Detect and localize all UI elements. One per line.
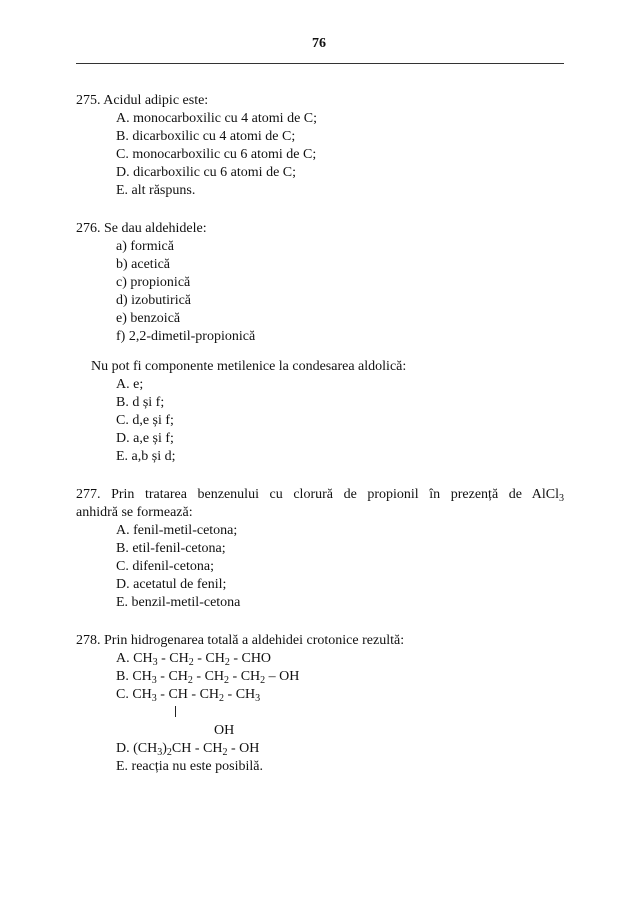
question-note: Nu pot fi componente metilenice la condesarea aldolică: [91,359,407,374]
hydroxyl-group: OH [214,723,235,738]
question-275 [76,92,564,200]
question-stem: 276. Se dau aldehidele: [76,221,207,236]
formula-part: - OH [227,741,260,756]
formula-part: - CH - CH [156,687,220,702]
aldehyde-item: e) benzoică [116,311,181,326]
aldehyde-item: c) propionică [116,275,191,290]
question-276 [76,220,564,466]
answer-option: B. d și f; [116,395,165,410]
answer-option: C. monocarboxilic cu 6 atomi de C; [116,147,317,162]
formula-part: ) [162,741,167,756]
answer-option: E. benzil-metil-cetona [116,595,241,610]
answer-option: C. difenil-cetona; [116,559,214,574]
answer-option: A. fenil-metil-cetona; [116,523,238,538]
question-stem: 278. Prin hidrogenarea totală a aldehidei crotonice rezultă: [76,633,405,648]
stem-text: 277. Prin tratarea benzenului cu clorură de propionil în prezență de AlCl [76,487,559,502]
answer-option-e: E. reacția nu este posibilă. [116,759,263,774]
subscript: 3 [157,747,163,758]
answer-option: A. monocarboxilic cu 4 atomi de C; [116,111,318,126]
answer-option-c [116,686,564,704]
formula-part: - CH [156,669,188,684]
subscript: 2 [260,675,266,686]
formula-part: D. (CH [116,741,158,756]
question-stem: 275. Acidul adipic este: [76,93,209,108]
answer-option-b [116,668,564,686]
subscript: 3 [255,693,261,704]
page-content [76,92,564,796]
subscript: 3 [152,657,158,668]
formula-part: C. CH [116,687,152,702]
subscript: 2 [224,657,230,668]
formula-part: B. CH [116,669,152,684]
page-number: 76 [312,36,326,51]
subscript: 3 [559,493,564,504]
aldehyde-item: f) 2,2-dimetil-propionică [116,329,256,344]
aldehyde-item: b) acetică [116,257,171,272]
answer-option: D. a,e și f; [116,431,174,446]
answer-option: D. acetatul de fenil; [116,577,227,592]
formula-part: - CH [192,669,225,684]
answer-option: C. d,e și f; [116,413,174,428]
subscript: 2 [222,747,228,758]
subscript: 2 [166,747,172,758]
subscript: 3 [151,675,157,686]
formula-part: - CH [193,651,225,666]
question-stem-line: anhidră se formează: [76,505,193,520]
question-stem-line [76,486,564,504]
bond-line [174,704,564,722]
aldehyde-item: d) izobutirică [116,293,192,308]
answer-option-a [116,650,564,668]
question-277 [76,486,564,612]
vertical-bond-line [175,706,176,717]
answer-option: E. alt răspuns. [116,183,196,198]
subscript: 2 [188,657,194,668]
formula-part: CH - CH [171,741,223,756]
subscript: 2 [219,693,225,704]
answer-option: A. e; [116,377,144,392]
aldehyde-item: a) formică [116,239,174,254]
answer-option: D. dicarboxilic cu 6 atomi de C; [116,165,297,180]
formula-part: - CH [157,651,189,666]
answer-option: E. a,b și d; [116,449,176,464]
subscript: 2 [224,675,230,686]
formula-part: - CH [229,669,261,684]
subscript: 3 [151,693,157,704]
formula-part: - CH [224,687,256,702]
formula-part: – OH [265,669,300,684]
formula-part: - CHO [229,651,272,666]
formula-part: A. CH [116,651,153,666]
answer-option: B. etil-fenil-cetona; [116,541,226,556]
subscript: 2 [187,675,193,686]
answer-option: B. dicarboxilic cu 4 atomi de C; [116,129,296,144]
header-rule [76,63,564,64]
question-278 [76,632,564,776]
answer-option-d [116,740,564,758]
